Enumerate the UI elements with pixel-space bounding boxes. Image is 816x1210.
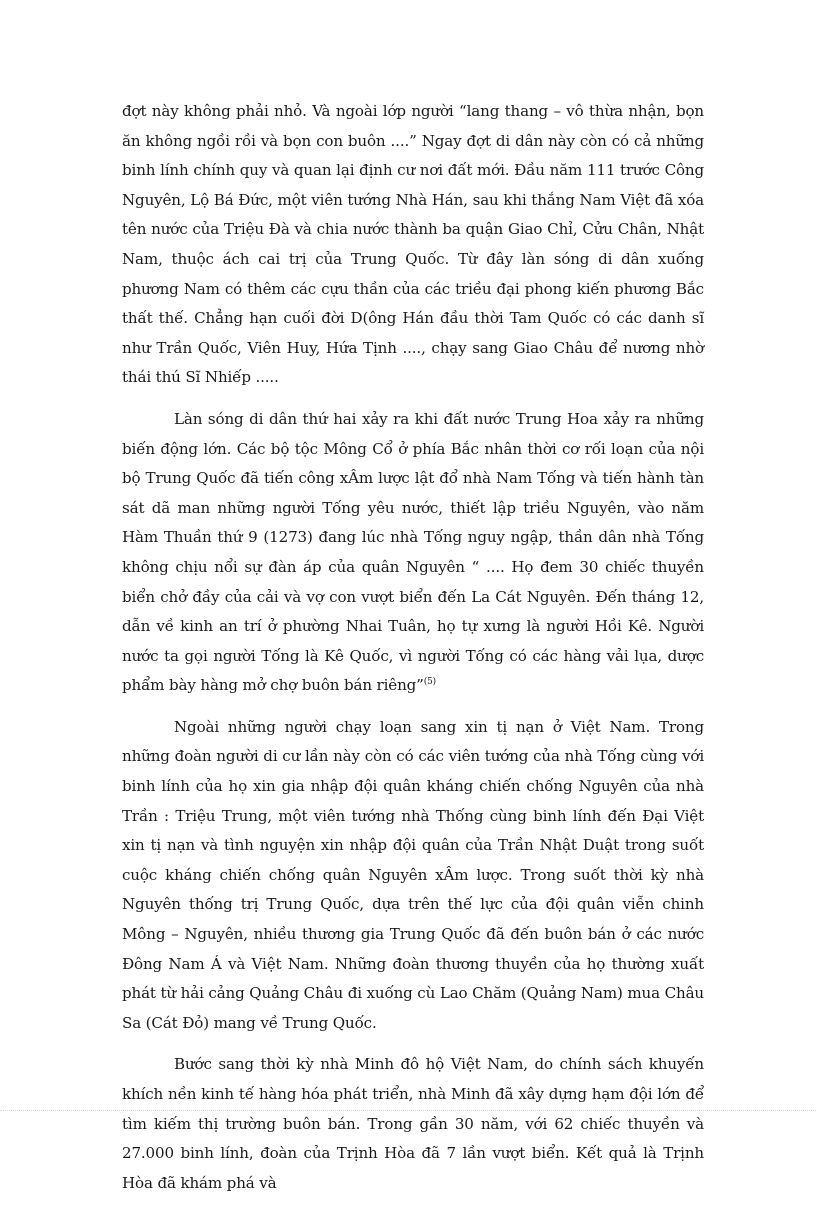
paragraph-3: Ngoài những người chạy loạn sang xin tị nạn ở Việt Nam. Trong những đoàn người di cư lần này còn có các viên tướng của nhà Tống cùng với binh lính của họ xin gia nhập đội quân kháng chiến chống Nguyên của nhà Trần : Triệu Trung, một viên tướng nhà Thống cùng binh lính đến Đại Việt xin tị nạn và tình nguyện xin nhập đội quân của Trần Nhật Duật trong suốt cuộc kháng chiến chống quân Nguyên xÂm lược. Trong suốt thời kỳ nhà Nguyên thống trị Trung Quốc, dựa trên thế lực của đội quân viễn chinh Mông – Nguyên, nhiều thương gia Trung Quốc đã đến buôn bán ở các nước Đông Nam Á và Việt Nam. Những đoàn thương thuyền của họ thường xuất phát từ hải cảng Quảng Châu đi xuống cù Lao Chăm (Quảng Nam) mua Châu Sa (Cát Đỏ) mang về Trung Quốc. xyxy=(122,717,704,1032)
body-text xyxy=(122,97,704,1210)
paragraph-2 xyxy=(122,405,704,701)
paragraph-4: Bước sang thời kỳ nhà Minh đô hộ Việt Nam, do chính sách khuyến khích nền kinh tế hàng hóa phát triển, nhà Minh đã xây dựng hạm đội lớn để tìm kiếm thị trường buôn bán. Trong gần 30 năm, với 62 chiếc thuyền và 27.000 binh lính, đoàn của Trịnh Hòa đã 7 lần vượt biển. Kết quả là Trịnh Hòa đã khám phá và xyxy=(122,1055,704,1192)
page-bottom-rule xyxy=(0,1110,816,1111)
paragraph-2-text: Làn sóng di dân thứ hai xảy ra khi đất nước Trung Hoa xảy ra những biến động lớn. Các bộ tộc Mông Cổ ở phía Bắc nhân thời cơ rối loạn của nội bộ Trung Quốc đã tiến công xÂm lược lật đổ nhà Nam Tống và tiến hành tàn sát dã man những người Tống yêu nước, thiết lập triều Nguyên, vào năm Hàm Thuần thứ 9 (1273) đang lúc nhà Tống nguy ngập, thần dân nhà Tống không chịu nổi sự đàn áp của quân Nguyên “ .... Họ đem 30 chiếc thuyền biển chở đầy của cải và vợ con vượt biển đến La Cát Nguyên. Đến tháng 12, dẫn về kinh an trí ở phường Nhai Tuân, họ tự xưng là người Hồi Kê. Người nước ta gọi người Tống là Kê Quốc, vì người Tống có các hàng vải lụa, dược phẩm bày hàng mở chợ buôn bán riêng” xyxy=(122,409,704,695)
footnote-reference: (5) xyxy=(423,677,437,688)
paragraph-1: đợt này không phải nhỏ. Và ngoài lớp người “lang thang – vô thừa nhận, bọn ăn không ngồi rồi và bọn con buôn ....” Ngay đợt di dân này còn có cả những binh lính chính quy và quan lại định cư nơi đất mới. Đầu năm 111 trước Công Nguyên, Lộ Bá Đức, một viên tướng Nhà Hán, sau khi thắng Nam Việt đã xóa tên nước của Triệu Đà và chia nước thành ba quận Giao Chỉ, Cửu Chân, Nhật Nam, thuộc ách cai trị của Trung Quốc. Từ đây làn sóng di dân xuống phương Nam có thêm các cựu thần của các triều đại phong kiến phương Bắc thất thế. Chẳng hạn cuối đời D(ông Hán đầu thời Tam Quốc có các danh sĩ như Trần Quốc, Viên Huy, Hứa Tịnh ...., chạy sang Giao Châu để nương nhờ thái thú Sĩ Nhiếp ..... xyxy=(122,102,704,387)
